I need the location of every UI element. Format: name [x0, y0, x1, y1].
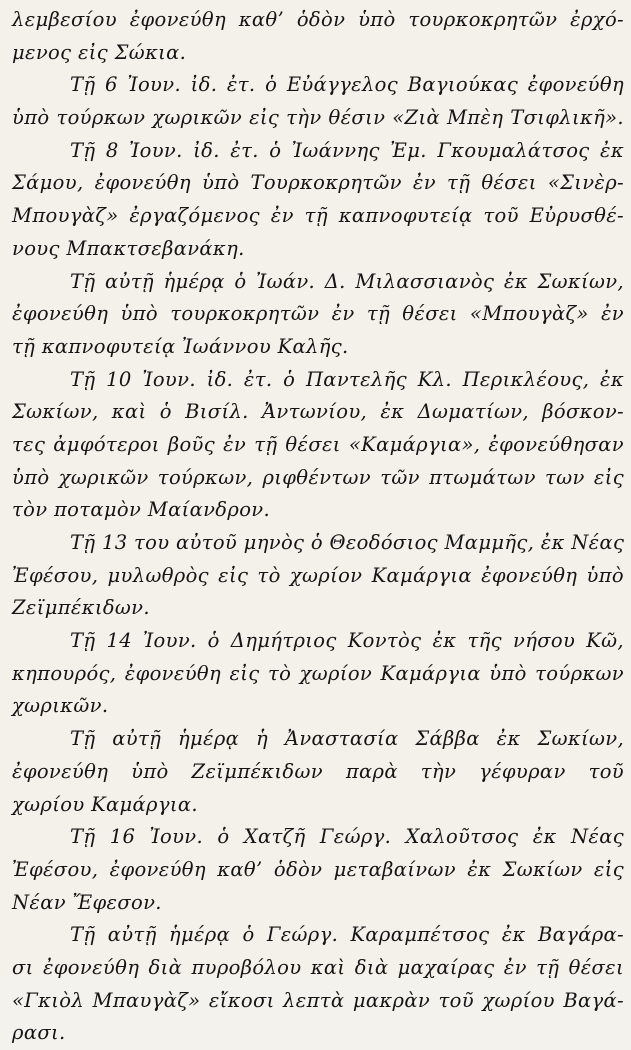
text-line: Νέαν Ἔφεσον. — [12, 890, 162, 914]
text-line: χωρικῶν. — [12, 694, 109, 718]
text-line: νους Μπακτσεβανάκη. — [12, 236, 245, 260]
text-line: Ἐφέσου, μυλωθρὸς εἰς τὸ χωρίον Καμάργια ἐφονεύθη ὑπὸ — [12, 563, 624, 587]
paragraph-first-line: Τῇ 13 του αὐτοῦ μηνὸς ὁ Θεοδόσιος Μαμμῆς, ἐκ Νέας — [70, 531, 625, 554]
text-line: τες ἀμφότεροι βοῦς ἐν τῇ θέσει «Καμάργια», ἐφονεύθησαν — [12, 432, 624, 456]
paragraph-first-line: Τῇ αὐτῇ ἡμέρᾳ ὁ Γεώργ. Καραμπέτσος ἐκ Βαγάρα- — [70, 923, 624, 947]
text-line: ὑπὸ τούρκων χωρικῶν εἰς τὴν θέσιν «Ζιὰ Μπὲη Τσιφλικῆ». — [12, 106, 624, 130]
text-line: ρασι. — [12, 1021, 66, 1045]
paragraph-first-line: Τῇ 6 Ἰουν. ἰδ. ἐτ. ὁ Εὐάγγελος Βαγιούκας ἐφονεύθη — [70, 73, 624, 97]
text-line: Σωκίων, καὶ ὁ Βισίλ. Ἀντωνίου, ἐκ Δωματίων, βόσκον- — [12, 400, 624, 424]
paragraph-first-line: Τῇ αὐτῇ ἡμέρᾳ ἡ Ἀναστασία Σάββα ἐκ Σωκίων, — [70, 727, 624, 751]
text-line: ἐφονεύθη ὑπὸ τουρκοκρητῶν ἐν τῇ θέσει «Μπουγὰζ» ἐν — [12, 302, 624, 326]
paragraph-first-line: Τῇ 16 Ἰουν. ὁ Χατζῆ Γεώργ. Χαλοῦτσος ἐκ Νέας — [70, 825, 624, 849]
text-line: τὸν ποταμὸν Μαίανδρον. — [12, 498, 271, 522]
body-text — [12, 4, 624, 1050]
text-line: Ζεϊμπέκιδων. — [12, 596, 150, 620]
text-line: ὑπὸ χωρικῶν τούρκων, ριφθέντων τῶν πτωμάτων των εἰς — [12, 465, 624, 489]
text-line: ἐφονεύθη ὑπὸ Ζεϊμπέκιδων παρὰ τὴν γέφυραν τοῦ — [12, 759, 624, 783]
text-line: χωρίου Καμάργια. — [12, 792, 198, 816]
paragraph-first-line: Τῇ 10 Ἰουν. ἰδ. ἐτ. ὁ Παντελῆς Κλ. Περικλέους, ἐκ — [70, 367, 624, 391]
text-line: σι ἐφονεύθη διὰ πυροβόλου καὶ διὰ μαχαίρας ἐν τῇ θέσει — [12, 955, 624, 979]
text-line: «Γκιὸλ Μπαυγὰζ» εἴκοσι λεπτὰ μακρὰν τοῦ χωρίου Βαγά- — [12, 988, 624, 1012]
text-line: κηπουρός, ἐφονεύθη εἰς τὸ χωρίον Καμάργια ὑπὸ τούρκων — [12, 661, 624, 685]
text-line: Μπουγὰζ» ἐργαζόμενος ἐν τῇ καπνοφυτείᾳ τοῦ Εὐρυσθέ- — [12, 204, 624, 228]
text-line: λεμβεσίου ἐφονεύθη καθ’ ὁδὸν ὑπὸ τουρκοκρητῶν ἐρχό- — [12, 8, 624, 31]
text-line: Σάμου, ἐφονεύθη ὑπὸ Τουρκοκρητῶν ἐν τῇ θέσει «Σινὲρ- — [12, 171, 624, 195]
paragraph-first-line: Τῇ αὐτῇ ἡμέρᾳ ὁ Ἰωάν. Δ. Μιλασσιανὸς ἐκ Σωκίων, — [70, 269, 624, 293]
paragraph-first-line: Τῇ 14 Ἰουν. ὁ Δημήτριος Κοντὸς ἐκ τῆς νήσου Κῶ, — [70, 629, 624, 653]
text-line: τῇ καπνοφυτείᾳ Ἰωάννου Καλῆς. — [12, 334, 349, 358]
paragraph-first-line: Τῇ 8 Ἰουν. ἰδ. ἐτ. ὁ Ἰωάννης Ἐμ. Γκουμαλάτσος ἐκ — [70, 138, 624, 162]
text-line: μενος εἰς Σώκια. — [12, 40, 187, 64]
text-line: Ἐφέσου, ἐφονεύθη καθ’ ὁδὸν μεταβαίνων ἐκ Σωκίων εἰς — [12, 857, 624, 881]
